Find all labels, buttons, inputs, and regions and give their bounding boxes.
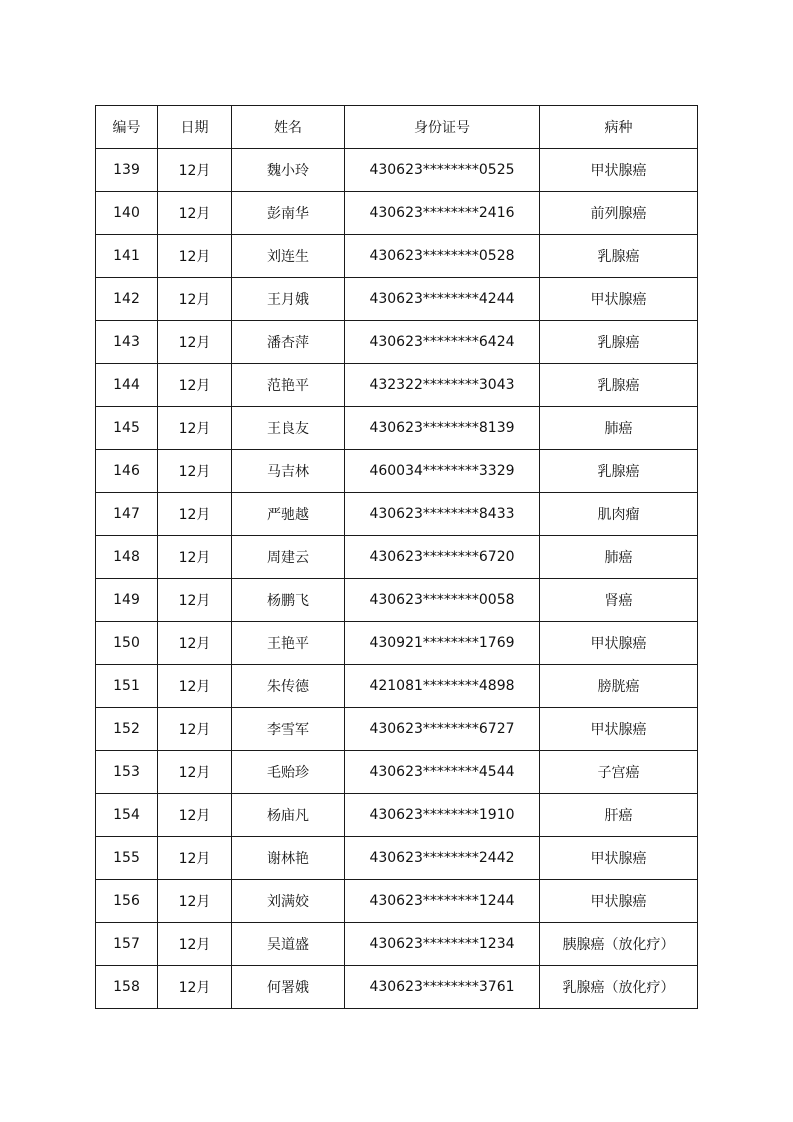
table-row bbox=[96, 665, 698, 708]
cell-number: 157 bbox=[96, 923, 158, 966]
cell-number: 154 bbox=[96, 794, 158, 837]
cell-id-number: 430623********8433 bbox=[345, 493, 540, 536]
table-row bbox=[96, 622, 698, 665]
cell-name: 毛贻珍 bbox=[232, 751, 345, 794]
table-row bbox=[96, 751, 698, 794]
cell-id-number: 432322********3043 bbox=[345, 364, 540, 407]
cell-date: 12月 bbox=[158, 407, 232, 450]
table-row bbox=[96, 579, 698, 622]
table-row bbox=[96, 192, 698, 235]
cell-id-number: 430623********2416 bbox=[345, 192, 540, 235]
header-disease: 病种 bbox=[540, 106, 698, 149]
cell-disease: 乳腺癌 bbox=[540, 364, 698, 407]
cell-date: 12月 bbox=[158, 622, 232, 665]
cell-disease: 肝癌 bbox=[540, 794, 698, 837]
cell-date: 12月 bbox=[158, 536, 232, 579]
cell-number: 142 bbox=[96, 278, 158, 321]
cell-id-number: 460034********3329 bbox=[345, 450, 540, 493]
cell-number: 156 bbox=[96, 880, 158, 923]
table-row bbox=[96, 708, 698, 751]
table-row bbox=[96, 321, 698, 364]
cell-name: 魏小玲 bbox=[232, 149, 345, 192]
header-number: 编号 bbox=[96, 106, 158, 149]
cell-disease: 乳腺癌 bbox=[540, 235, 698, 278]
cell-name: 范艳平 bbox=[232, 364, 345, 407]
cell-name: 彭南华 bbox=[232, 192, 345, 235]
cell-disease: 甲状腺癌 bbox=[540, 708, 698, 751]
cell-name: 马吉林 bbox=[232, 450, 345, 493]
cell-id-number: 430623********6727 bbox=[345, 708, 540, 751]
cell-number: 158 bbox=[96, 966, 158, 1009]
cell-id-number: 430623********1234 bbox=[345, 923, 540, 966]
cell-date: 12月 bbox=[158, 450, 232, 493]
cell-date: 12月 bbox=[158, 493, 232, 536]
cell-date: 12月 bbox=[158, 579, 232, 622]
cell-date: 12月 bbox=[158, 235, 232, 278]
cell-disease: 肌肉瘤 bbox=[540, 493, 698, 536]
cell-id-number: 430623********4244 bbox=[345, 278, 540, 321]
cell-disease: 甲状腺癌 bbox=[540, 622, 698, 665]
cell-id-number: 430623********6720 bbox=[345, 536, 540, 579]
cell-id-number: 430623********3761 bbox=[345, 966, 540, 1009]
cell-disease: 甲状腺癌 bbox=[540, 149, 698, 192]
cell-name: 王艳平 bbox=[232, 622, 345, 665]
cell-disease: 肺癌 bbox=[540, 407, 698, 450]
cell-number: 145 bbox=[96, 407, 158, 450]
cell-number: 146 bbox=[96, 450, 158, 493]
cell-disease: 甲状腺癌 bbox=[540, 837, 698, 880]
table-row bbox=[96, 278, 698, 321]
cell-number: 153 bbox=[96, 751, 158, 794]
cell-number: 151 bbox=[96, 665, 158, 708]
header-name: 姓名 bbox=[232, 106, 345, 149]
cell-id-number: 430623********0528 bbox=[345, 235, 540, 278]
cell-disease: 肺癌 bbox=[540, 536, 698, 579]
table-row bbox=[96, 880, 698, 923]
cell-name: 严驰越 bbox=[232, 493, 345, 536]
cell-name: 李雪军 bbox=[232, 708, 345, 751]
cell-date: 12月 bbox=[158, 665, 232, 708]
cell-number: 141 bbox=[96, 235, 158, 278]
table-row bbox=[96, 536, 698, 579]
table-row bbox=[96, 794, 698, 837]
header-date: 日期 bbox=[158, 106, 232, 149]
cell-id-number: 430623********4544 bbox=[345, 751, 540, 794]
cell-number: 149 bbox=[96, 579, 158, 622]
cell-disease: 甲状腺癌 bbox=[540, 278, 698, 321]
cell-date: 12月 bbox=[158, 837, 232, 880]
cell-disease: 乳腺癌（放化疗） bbox=[540, 966, 698, 1009]
cell-id-number: 430623********2442 bbox=[345, 837, 540, 880]
cell-disease: 乳腺癌 bbox=[540, 450, 698, 493]
header-row bbox=[96, 106, 698, 149]
cell-date: 12月 bbox=[158, 966, 232, 1009]
cell-date: 12月 bbox=[158, 321, 232, 364]
table-row bbox=[96, 149, 698, 192]
table-body bbox=[96, 149, 698, 1009]
table-row bbox=[96, 837, 698, 880]
cell-id-number: 430623********0058 bbox=[345, 579, 540, 622]
cell-date: 12月 bbox=[158, 708, 232, 751]
cell-number: 143 bbox=[96, 321, 158, 364]
cell-name: 吴道盛 bbox=[232, 923, 345, 966]
table-header bbox=[96, 106, 698, 149]
cell-disease: 乳腺癌 bbox=[540, 321, 698, 364]
cell-date: 12月 bbox=[158, 794, 232, 837]
cell-name: 谢林艳 bbox=[232, 837, 345, 880]
cell-id-number: 430921********1769 bbox=[345, 622, 540, 665]
table-row bbox=[96, 923, 698, 966]
table-row bbox=[96, 493, 698, 536]
cell-id-number: 430623********1244 bbox=[345, 880, 540, 923]
cell-name: 朱传德 bbox=[232, 665, 345, 708]
cell-number: 152 bbox=[96, 708, 158, 751]
cell-disease: 甲状腺癌 bbox=[540, 880, 698, 923]
cell-date: 12月 bbox=[158, 751, 232, 794]
cell-name: 杨庙凡 bbox=[232, 794, 345, 837]
cell-disease: 膀胱癌 bbox=[540, 665, 698, 708]
header-id-number: 身份证号 bbox=[345, 106, 540, 149]
cell-date: 12月 bbox=[158, 278, 232, 321]
cell-name: 潘杏萍 bbox=[232, 321, 345, 364]
cell-name: 何署娥 bbox=[232, 966, 345, 1009]
cell-date: 12月 bbox=[158, 192, 232, 235]
cell-number: 147 bbox=[96, 493, 158, 536]
cell-date: 12月 bbox=[158, 149, 232, 192]
cell-date: 12月 bbox=[158, 923, 232, 966]
cell-number: 139 bbox=[96, 149, 158, 192]
cell-number: 140 bbox=[96, 192, 158, 235]
cell-id-number: 430623********8139 bbox=[345, 407, 540, 450]
cell-disease: 前列腺癌 bbox=[540, 192, 698, 235]
cell-name: 王良友 bbox=[232, 407, 345, 450]
cell-number: 150 bbox=[96, 622, 158, 665]
cell-id-number: 430623********0525 bbox=[345, 149, 540, 192]
table-row bbox=[96, 235, 698, 278]
cell-disease: 肾癌 bbox=[540, 579, 698, 622]
table-row bbox=[96, 450, 698, 493]
cell-name: 王月娥 bbox=[232, 278, 345, 321]
cell-number: 155 bbox=[96, 837, 158, 880]
table-row bbox=[96, 407, 698, 450]
cell-date: 12月 bbox=[158, 880, 232, 923]
patient-table bbox=[95, 105, 698, 1009]
cell-id-number: 421081********4898 bbox=[345, 665, 540, 708]
cell-name: 刘连生 bbox=[232, 235, 345, 278]
cell-date: 12月 bbox=[158, 364, 232, 407]
cell-name: 周建云 bbox=[232, 536, 345, 579]
cell-name: 刘满姣 bbox=[232, 880, 345, 923]
table-row bbox=[96, 966, 698, 1009]
table-row bbox=[96, 364, 698, 407]
cell-number: 144 bbox=[96, 364, 158, 407]
cell-name: 杨鹏飞 bbox=[232, 579, 345, 622]
cell-id-number: 430623********6424 bbox=[345, 321, 540, 364]
cell-disease: 子宫癌 bbox=[540, 751, 698, 794]
cell-disease: 胰腺癌（放化疗） bbox=[540, 923, 698, 966]
cell-number: 148 bbox=[96, 536, 158, 579]
cell-id-number: 430623********1910 bbox=[345, 794, 540, 837]
